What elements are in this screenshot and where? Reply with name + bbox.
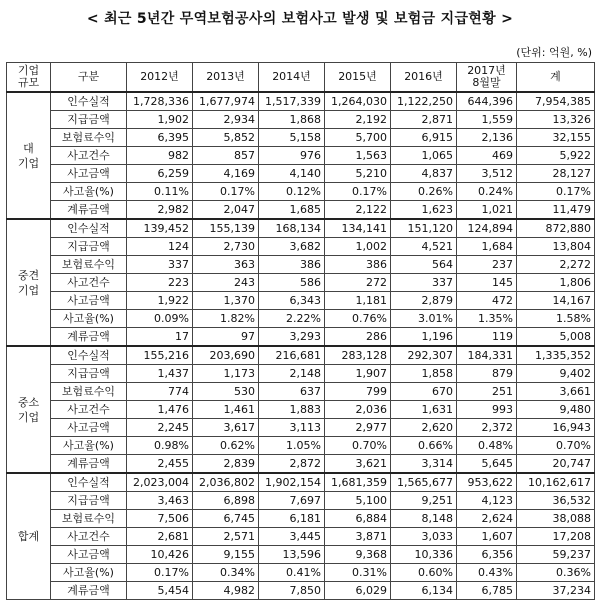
header-year: 2014년: [259, 63, 325, 93]
row-label: 보험료수익: [51, 383, 127, 401]
row-label: 보험료수익: [51, 129, 127, 147]
table-cell: 28,127: [517, 165, 595, 183]
table-cell: 0.76%: [325, 310, 391, 328]
table-cell: 6,785: [457, 582, 517, 600]
table-row: [7, 111, 595, 129]
table-cell: 11,479: [517, 201, 595, 220]
table-cell: 2,681: [127, 528, 193, 546]
header-total: 계: [517, 63, 595, 93]
table-cell: 3,314: [391, 455, 457, 474]
table-cell: 13,596: [259, 546, 325, 564]
table-cell: 5,008: [517, 328, 595, 347]
row-label: 사고건수: [51, 147, 127, 165]
table-cell: 2,372: [457, 419, 517, 437]
table-cell: 2,122: [325, 201, 391, 220]
table-cell: 644,396: [457, 92, 517, 111]
table-cell: 1,858: [391, 365, 457, 383]
table-row: [7, 510, 595, 528]
table-cell: 0.70%: [325, 437, 391, 455]
table-row: [7, 328, 595, 347]
table-cell: 1,122,250: [391, 92, 457, 111]
table-cell: 6,134: [391, 582, 457, 600]
table-cell: 1,173: [193, 365, 259, 383]
table-cell: 2,455: [127, 455, 193, 474]
table-cell: 1,631: [391, 401, 457, 419]
table-cell: 17,208: [517, 528, 595, 546]
table-row: [7, 365, 595, 383]
table-row: [7, 437, 595, 455]
table-cell: 5,700: [325, 129, 391, 147]
group-name: 중견 기업: [17, 268, 40, 297]
header-year: 2015년: [325, 63, 391, 93]
group-label: [7, 219, 51, 346]
table-cell: 799: [325, 383, 391, 401]
group-label: [7, 346, 51, 473]
table-cell: 16,943: [517, 419, 595, 437]
table-cell: 151,120: [391, 219, 457, 238]
table-cell: 5,645: [457, 455, 517, 474]
table-row: [7, 129, 595, 147]
table-cell: 155,216: [127, 346, 193, 365]
table-cell: 32,155: [517, 129, 595, 147]
table-cell: 386: [325, 256, 391, 274]
table-cell: 1.05%: [259, 437, 325, 455]
table-cell: 2,620: [391, 419, 457, 437]
table-cell: 2,047: [193, 201, 259, 220]
table-cell: 292,307: [391, 346, 457, 365]
table-row: [7, 219, 595, 238]
table-row: [7, 201, 595, 220]
table-cell: 469: [457, 147, 517, 165]
table-cell: 586: [259, 274, 325, 292]
table-cell: 982: [127, 147, 193, 165]
table-cell: 6,395: [127, 129, 193, 147]
row-label: 인수실적: [51, 92, 127, 111]
table-cell: 1,021: [457, 201, 517, 220]
row-label: 인수실적: [51, 219, 127, 238]
table-cell: 337: [127, 256, 193, 274]
table-cell: 1,806: [517, 274, 595, 292]
table-cell: 9,155: [193, 546, 259, 564]
row-label: 지급금액: [51, 365, 127, 383]
table-cell: 0.60%: [391, 564, 457, 582]
table-cell: 97: [193, 328, 259, 347]
table-cell: 3,682: [259, 238, 325, 256]
table-cell: 4,123: [457, 492, 517, 510]
table-cell: 1,437: [127, 365, 193, 383]
table-cell: 872,880: [517, 219, 595, 238]
table-cell: 0.70%: [517, 437, 595, 455]
table-cell: 2,272: [517, 256, 595, 274]
row-label: 사고율(%): [51, 437, 127, 455]
table-cell: 857: [193, 147, 259, 165]
table-cell: 8,148: [391, 510, 457, 528]
table-cell: 337: [391, 274, 457, 292]
table-cell: 2,982: [127, 201, 193, 220]
table-cell: 134,141: [325, 219, 391, 238]
table-cell: 168,134: [259, 219, 325, 238]
row-label: 사고건수: [51, 528, 127, 546]
table-cell: 1.58%: [517, 310, 595, 328]
table-cell: 203,690: [193, 346, 259, 365]
table-cell: 1,684: [457, 238, 517, 256]
table-cell: 4,140: [259, 165, 325, 183]
table-cell: 3,463: [127, 492, 193, 510]
table-cell: 1,181: [325, 292, 391, 310]
table-cell: 3,617: [193, 419, 259, 437]
table-cell: 0.24%: [457, 183, 517, 201]
table-cell: 10,162,617: [517, 473, 595, 492]
table-cell: 1,370: [193, 292, 259, 310]
table-cell: 124: [127, 238, 193, 256]
table-cell: 953,622: [457, 473, 517, 492]
row-label: 보험료수익: [51, 510, 127, 528]
table-cell: 1,883: [259, 401, 325, 419]
table-cell: 3,512: [457, 165, 517, 183]
table-row: [7, 310, 595, 328]
table-cell: 0.36%: [517, 564, 595, 582]
table-cell: 1,559: [457, 111, 517, 129]
table-cell: 1,065: [391, 147, 457, 165]
table-cell: 36,532: [517, 492, 595, 510]
table-cell: 879: [457, 365, 517, 383]
table-cell: 2,136: [457, 129, 517, 147]
table-cell: 3,293: [259, 328, 325, 347]
row-label: 사고율(%): [51, 564, 127, 582]
table-cell: 0.41%: [259, 564, 325, 582]
table-cell: 0.11%: [127, 183, 193, 201]
group-name: 합계: [17, 530, 40, 543]
page-title: < 최근 5년간 무역보험공사의 보험사고 발생 및 보험금 지급현황 >: [86, 11, 514, 27]
table-cell: 37,234: [517, 582, 595, 600]
table-cell: 6,259: [127, 165, 193, 183]
table-cell: 6,181: [259, 510, 325, 528]
unit-note: (단위: 억원, %): [516, 46, 592, 59]
table-cell: 1,461: [193, 401, 259, 419]
header-company-size: 기업 규모: [7, 63, 51, 93]
row-label: 계류금액: [51, 201, 127, 220]
table-cell: 1,607: [457, 528, 517, 546]
table-cell: 2,624: [457, 510, 517, 528]
table-cell: 774: [127, 383, 193, 401]
table-cell: 1,922: [127, 292, 193, 310]
table-cell: 155,139: [193, 219, 259, 238]
table-cell: 7,850: [259, 582, 325, 600]
table-cell: 1,685: [259, 201, 325, 220]
table-cell: 59,237: [517, 546, 595, 564]
table-cell: 670: [391, 383, 457, 401]
table-cell: 6,029: [325, 582, 391, 600]
table-cell: 1,196: [391, 328, 457, 347]
table-cell: 1,681,359: [325, 473, 391, 492]
table-cell: 5,158: [259, 129, 325, 147]
table-cell: 2,977: [325, 419, 391, 437]
table-cell: 0.12%: [259, 183, 325, 201]
table-cell: 386: [259, 256, 325, 274]
table-cell: 6,343: [259, 292, 325, 310]
table-cell: 1.82%: [193, 310, 259, 328]
table-cell: 2,571: [193, 528, 259, 546]
table-cell: 17: [127, 328, 193, 347]
table-row: [7, 546, 595, 564]
table-cell: 9,402: [517, 365, 595, 383]
table-cell: 0.62%: [193, 437, 259, 455]
table-cell: 1,517,339: [259, 92, 325, 111]
table-cell: 283,128: [325, 346, 391, 365]
table-header: [7, 63, 595, 93]
table-cell: 9,251: [391, 492, 457, 510]
group-section: [7, 473, 595, 600]
row-label: 사고금액: [51, 292, 127, 310]
table-cell: 243: [193, 274, 259, 292]
table-row: [7, 492, 595, 510]
table-cell: 1,335,352: [517, 346, 595, 365]
table-cell: 3,445: [259, 528, 325, 546]
table-cell: 1,476: [127, 401, 193, 419]
table-cell: 1,565,677: [391, 473, 457, 492]
table-cell: 1,563: [325, 147, 391, 165]
row-label: 사고금액: [51, 546, 127, 564]
table-cell: 237: [457, 256, 517, 274]
table-cell: 4,982: [193, 582, 259, 600]
table-cell: 6,898: [193, 492, 259, 510]
table-cell: 2,192: [325, 111, 391, 129]
table-cell: 5,922: [517, 147, 595, 165]
table-row: [7, 383, 595, 401]
table-cell: 6,745: [193, 510, 259, 528]
row-label: 인수실적: [51, 473, 127, 492]
header-year: 2017년 8월말: [457, 63, 517, 93]
header-row: [7, 63, 595, 93]
table-cell: 6,884: [325, 510, 391, 528]
table-cell: 1,728,336: [127, 92, 193, 111]
table-row: [7, 238, 595, 256]
table-cell: 1,907: [325, 365, 391, 383]
table-cell: 20,747: [517, 455, 595, 474]
group-section: [7, 219, 595, 346]
table-cell: 1,002: [325, 238, 391, 256]
table-cell: 0.17%: [517, 183, 595, 201]
table-cell: 0.17%: [127, 564, 193, 582]
table-row: [7, 419, 595, 437]
table-cell: 7,506: [127, 510, 193, 528]
table-cell: 2,839: [193, 455, 259, 474]
table-row: [7, 401, 595, 419]
table-cell: 1.35%: [457, 310, 517, 328]
table-row: [7, 256, 595, 274]
table-cell: 3,621: [325, 455, 391, 474]
table-cell: 7,954,385: [517, 92, 595, 111]
table-cell: 139,452: [127, 219, 193, 238]
table-cell: 6,356: [457, 546, 517, 564]
table-row: [7, 292, 595, 310]
table-cell: 4,837: [391, 165, 457, 183]
row-label: 지급금액: [51, 492, 127, 510]
table-cell: 9,480: [517, 401, 595, 419]
row-label: 계류금액: [51, 328, 127, 347]
table-cell: 3,033: [391, 528, 457, 546]
table-cell: 6,915: [391, 129, 457, 147]
table-cell: 0.66%: [391, 437, 457, 455]
table-cell: 2,871: [391, 111, 457, 129]
table-cell: 1,902: [127, 111, 193, 129]
table-row: [7, 473, 595, 492]
table-cell: 976: [259, 147, 325, 165]
table-cell: 3,661: [517, 383, 595, 401]
row-label: 지급금액: [51, 111, 127, 129]
table-cell: 2,036: [325, 401, 391, 419]
header-category: 구분: [51, 63, 127, 93]
group-name: 대 기업: [17, 141, 40, 170]
header-year: 2012년: [127, 63, 193, 93]
table-cell: 5,454: [127, 582, 193, 600]
table-cell: 564: [391, 256, 457, 274]
table-cell: 5,100: [325, 492, 391, 510]
table-cell: 2,730: [193, 238, 259, 256]
row-label: 계류금액: [51, 582, 127, 600]
table-row: [7, 92, 595, 111]
table-cell: 363: [193, 256, 259, 274]
table-cell: 0.31%: [325, 564, 391, 582]
table-cell: 2,036,802: [193, 473, 259, 492]
table-cell: 0.26%: [391, 183, 457, 201]
table-cell: 2,148: [259, 365, 325, 383]
table-cell: 0.09%: [127, 310, 193, 328]
row-label: 계류금액: [51, 455, 127, 474]
table-cell: 251: [457, 383, 517, 401]
table-cell: 2,879: [391, 292, 457, 310]
table-cell: 2,245: [127, 419, 193, 437]
table-cell: 13,326: [517, 111, 595, 129]
table-cell: 0.17%: [193, 183, 259, 201]
table-cell: 223: [127, 274, 193, 292]
table-cell: 5,210: [325, 165, 391, 183]
row-label: 지급금액: [51, 238, 127, 256]
group-section: [7, 346, 595, 473]
table-cell: 2,023,004: [127, 473, 193, 492]
table-cell: 4,169: [193, 165, 259, 183]
table-cell: 13,804: [517, 238, 595, 256]
table-row: [7, 165, 595, 183]
table-row: [7, 564, 595, 582]
group-label: [7, 473, 51, 600]
table-cell: 2,934: [193, 111, 259, 129]
table-cell: 5,852: [193, 129, 259, 147]
table-cell: 2,872: [259, 455, 325, 474]
table-cell: 0.17%: [325, 183, 391, 201]
table-cell: 1,677,974: [193, 92, 259, 111]
table-cell: 119: [457, 328, 517, 347]
table-cell: 184,331: [457, 346, 517, 365]
table-cell: 7,697: [259, 492, 325, 510]
table-row: [7, 528, 595, 546]
table-cell: 38,088: [517, 510, 595, 528]
table-row: [7, 455, 595, 474]
table-cell: 1,623: [391, 201, 457, 220]
group-label: [7, 92, 51, 219]
table-cell: 0.34%: [193, 564, 259, 582]
table-cell: 272: [325, 274, 391, 292]
table-cell: 637: [259, 383, 325, 401]
header-year: 2013년: [193, 63, 259, 93]
table-row: [7, 183, 595, 201]
table-row: [7, 582, 595, 600]
table-cell: 10,426: [127, 546, 193, 564]
table-row: [7, 274, 595, 292]
table-cell: 9,368: [325, 546, 391, 564]
table-cell: 1,902,154: [259, 473, 325, 492]
table-cell: 993: [457, 401, 517, 419]
table-cell: 0.98%: [127, 437, 193, 455]
row-label: 사고율(%): [51, 183, 127, 201]
row-label: 사고율(%): [51, 310, 127, 328]
table-cell: 2.22%: [259, 310, 325, 328]
table-cell: 10,336: [391, 546, 457, 564]
header-year: 2016년: [391, 63, 457, 93]
table-cell: 3,113: [259, 419, 325, 437]
row-label: 사고건수: [51, 274, 127, 292]
table-cell: 1,868: [259, 111, 325, 129]
table-cell: 286: [325, 328, 391, 347]
table-cell: 1,264,030: [325, 92, 391, 111]
table-cell: 4,521: [391, 238, 457, 256]
row-label: 인수실적: [51, 346, 127, 365]
table-cell: 124,894: [457, 219, 517, 238]
table-cell: 14,167: [517, 292, 595, 310]
row-label: 사고금액: [51, 419, 127, 437]
table-cell: 0.43%: [457, 564, 517, 582]
table-cell: 216,681: [259, 346, 325, 365]
row-label: 사고건수: [51, 401, 127, 419]
row-label: 사고금액: [51, 165, 127, 183]
group-section: [7, 92, 595, 219]
table-row: [7, 147, 595, 165]
row-label: 보험료수익: [51, 256, 127, 274]
table-cell: 3,871: [325, 528, 391, 546]
table-cell: 530: [193, 383, 259, 401]
table-row: [7, 346, 595, 365]
table-cell: 145: [457, 274, 517, 292]
table-cell: 472: [457, 292, 517, 310]
insurance-stats-table: [6, 62, 595, 600]
table-cell: 0.48%: [457, 437, 517, 455]
group-name: 중소 기업: [17, 395, 40, 424]
table-cell: 3.01%: [391, 310, 457, 328]
